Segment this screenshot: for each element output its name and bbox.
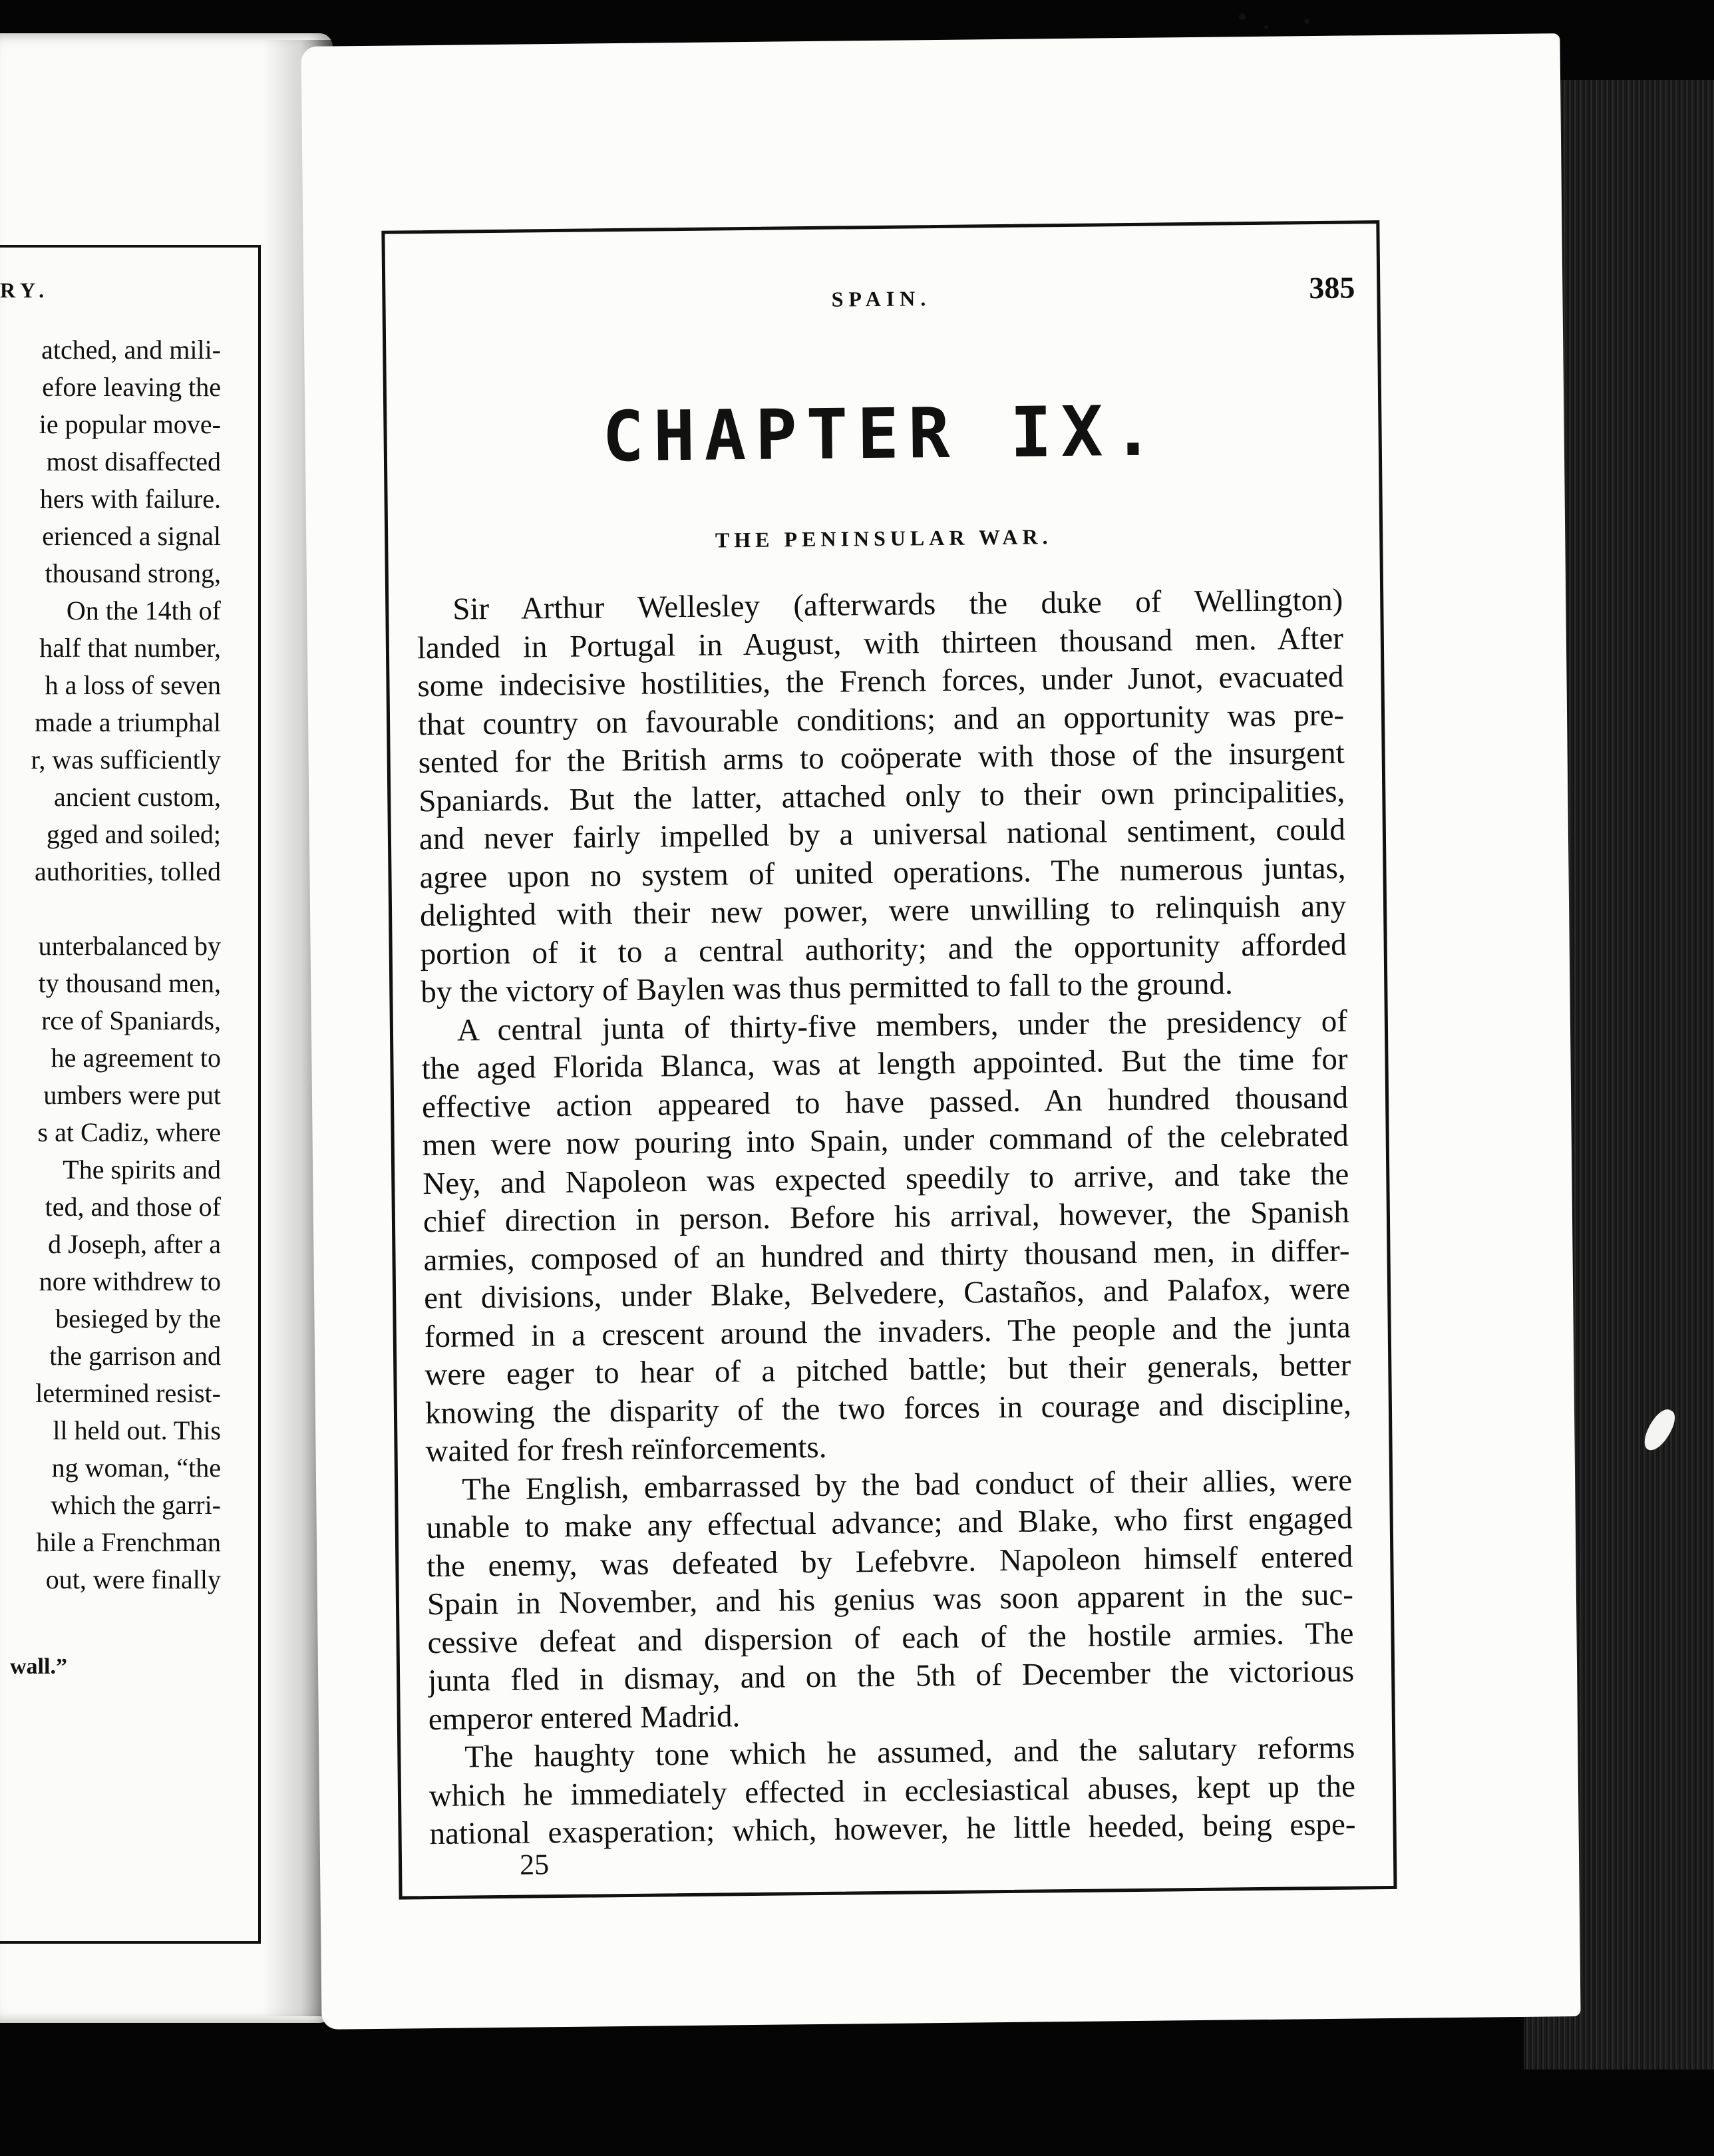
paragraph <box>421 1002 1352 1471</box>
previous-page-line: unterbalanced by <box>38 931 221 961</box>
previous-page-line: h a loss of seven <box>45 670 221 700</box>
text-line: junta fled in dismay, and on the 5th of December the victorious <box>427 1654 1355 1699</box>
paragraph <box>417 582 1347 1012</box>
body-text <box>417 582 1356 1854</box>
text-line: cessive defeat and dispersion of each of the hostile armies. The <box>427 1616 1354 1660</box>
text-line: chief direction in person. Before his arrival, however, the Spanish <box>423 1194 1350 1240</box>
text-line: Spain in November, and his genius was soon apparent in the suc- <box>427 1577 1354 1622</box>
text-line: The English, embarrassed by the bad conduct of their allies, were <box>461 1463 1353 1507</box>
text-line: sented for the British arms to coöperate with those of the insurgent <box>418 735 1345 781</box>
text-line: delighted with their new power, were unwilling to relinquish any <box>419 888 1347 934</box>
previous-page-line: ng woman, “the <box>51 1453 221 1483</box>
text-line: ent divisions, under Blake, Belvedere, Castaños, and Palafox, were <box>423 1271 1351 1316</box>
previous-page-line: besieged by the <box>55 1304 221 1334</box>
previous-page-line: ted, and those of <box>45 1192 221 1222</box>
previous-page-line: he agreement to <box>51 1043 221 1073</box>
text-line: Ney, and Napoleon was expected speedily to arrive, and take the <box>423 1157 1349 1201</box>
previous-page-line: d Joseph, after a <box>48 1229 221 1259</box>
text-line: portion of it to a central authority; and the opportunity afforded <box>420 927 1347 972</box>
previous-page-line: rce of Spaniards, <box>41 1005 221 1035</box>
running-head: SPAIN. <box>831 286 932 311</box>
text-line: agree upon no system of united operations. The numerous juntas, <box>419 850 1346 895</box>
previous-page-line: half that number, <box>39 633 221 663</box>
previous-page-line: s at Cadiz, where <box>37 1117 221 1147</box>
dust-speck <box>1239 13 1246 20</box>
page-number: 385 <box>1309 270 1355 305</box>
previous-page-line <box>0 890 221 928</box>
text-line: which he immediately effected in ecclesiastical abuses, kept up the <box>428 1769 1356 1813</box>
dust-speck <box>1264 25 1268 29</box>
current-page <box>301 33 1580 2030</box>
text-line: emperor entered Madrid. <box>428 1698 741 1737</box>
text-line: knowing the disparity of the two forces in courage and discipline, <box>425 1386 1352 1431</box>
previous-page-line: efore leaving the <box>42 372 221 402</box>
chapter-title: CHAPTER IX. <box>601 390 1164 478</box>
previous-page-line: ty thousand men, <box>38 968 221 998</box>
previous-page-line: nore withdrew to <box>39 1266 221 1296</box>
text-line: that country on favourable conditions; and an opportunity was pre- <box>417 697 1345 742</box>
text-line: unable to make any effectual advance; and Blake, who first engaged <box>426 1501 1353 1546</box>
text-line: some indecisive hostilities, the French forces, under Junot, evacuated <box>417 659 1344 704</box>
paragraph <box>428 1729 1356 1854</box>
previous-page-line: ll held out. This <box>53 1415 221 1445</box>
previous-page-line: r, was sufficiently <box>31 745 221 775</box>
text-line: were eager to hear of a pitched battle; but their generals, better <box>425 1348 1351 1393</box>
previous-page-line: letermined resist- <box>35 1378 221 1408</box>
previous-page-line: atched, and mili- <box>41 335 221 365</box>
text-line: armies, composed of an hundred and thirty thousand men, in differ- <box>423 1233 1350 1278</box>
previous-page-line: umbers were put <box>43 1080 221 1110</box>
previous-page-tail: wall.” <box>10 1654 67 1679</box>
previous-page-line: erienced a signal <box>42 521 221 551</box>
previous-page-line: most disaffected <box>46 447 221 476</box>
text-line: effective action appeared to have passed. An hundred thousand <box>421 1080 1349 1125</box>
text-line: Spaniards. But the latter, attached only to their own principalities, <box>419 774 1345 818</box>
dust-speck <box>1304 19 1309 24</box>
previous-page-line: gged and soiled; <box>46 819 221 849</box>
previous-page-line: thousand strong, <box>45 558 221 588</box>
previous-page-line: authorities, tolled <box>35 856 221 886</box>
text-line: Sir Arthur Wellesley (afterwards the duke of Wellington) <box>452 582 1343 627</box>
text-line: men were now pouring into Spain, under command of the celebrated <box>422 1118 1349 1163</box>
previous-page-line: ie popular move- <box>39 409 221 439</box>
chapter-subtitle: THE PENINSULAR WAR. <box>715 524 1053 552</box>
text-line: The haughty tone which he assumed, and the salutary reforms <box>464 1730 1355 1775</box>
previous-page-line: made a triumphal <box>35 707 221 737</box>
previous-page-line: which the garri- <box>51 1490 221 1520</box>
signature-mark: 25 <box>519 1848 550 1881</box>
text-line: formed in a crescent around the invaders. The people and the junta <box>424 1310 1351 1354</box>
previous-page-line: ancient custom, <box>53 782 221 812</box>
previous-page-line: out, were finally <box>45 1564 221 1594</box>
previous-page-line: hile a Frenchman <box>36 1527 221 1557</box>
text-line: the enemy, was defeated by Lefebvre. Napoleon himself entered <box>427 1539 1353 1584</box>
text-line: waited for fresh reïnforcements. <box>425 1429 827 1469</box>
previous-page-line: hers with failure. <box>39 484 221 514</box>
previous-page-line: the garrison and <box>49 1341 221 1371</box>
previous-page-running-head: RY. <box>0 278 50 302</box>
text-line: and never fairly impelled by a universal national sentiment, could <box>419 812 1346 857</box>
text-line: landed in Portugal in August, with thirteen thousand men. After <box>417 621 1344 665</box>
previous-page-line: The spirits and <box>63 1155 221 1184</box>
text-line: national exasperation; which, however, he little heeded, being espe- <box>429 1807 1356 1852</box>
paragraph <box>426 1461 1355 1739</box>
previous-page-text <box>0 331 221 1598</box>
previous-page-line: On the 14th of <box>66 596 221 626</box>
text-line: A central junta of thirty-five members, under the presidency of <box>456 1003 1348 1048</box>
text-line: by the victory of Baylen was thus permitted to fall to the ground. <box>421 966 1233 1010</box>
text-line: the aged Florida Blanca, was at length appointed. But the time for <box>421 1041 1348 1087</box>
